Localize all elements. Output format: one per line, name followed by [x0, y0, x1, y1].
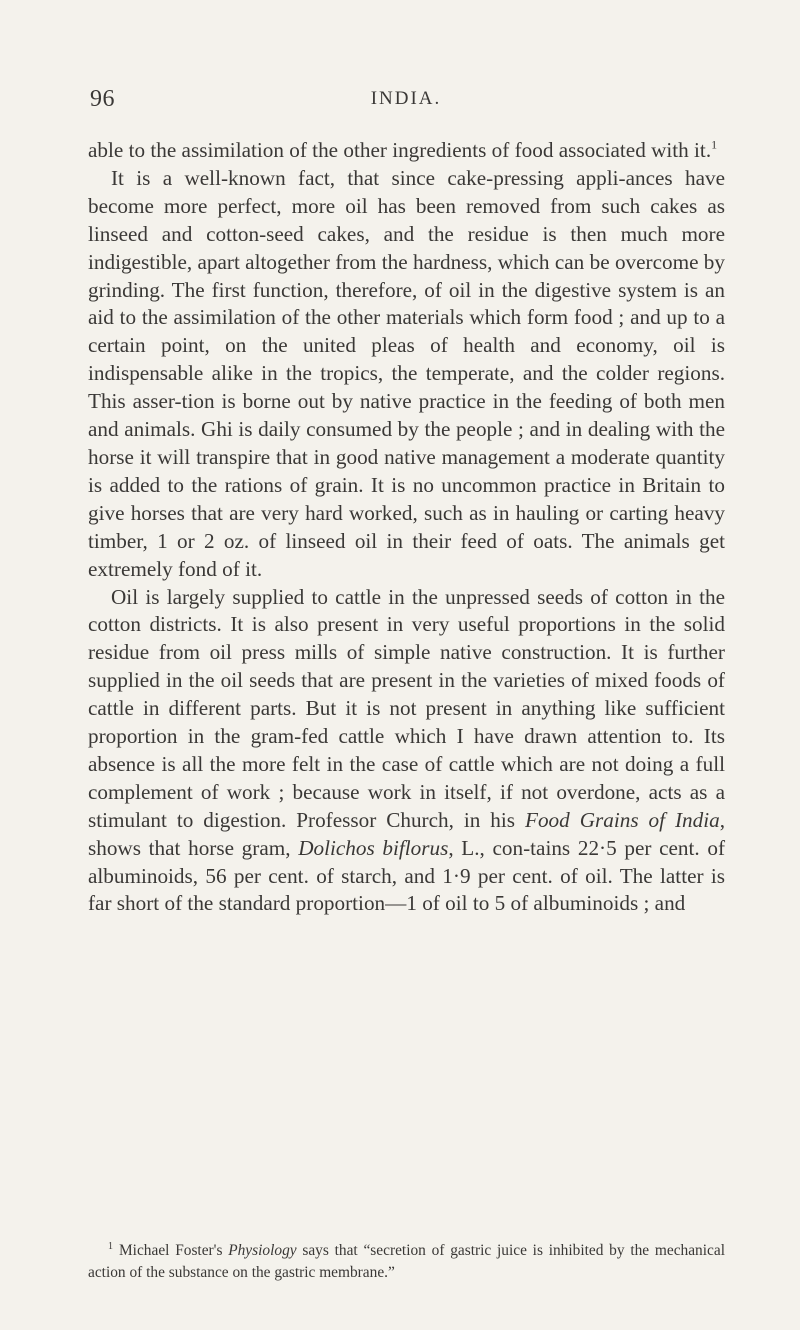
page-number: 96 — [90, 86, 115, 112]
footnote-book-title: Physiology — [228, 1242, 297, 1259]
body-text — [88, 137, 725, 918]
paragraph-text: Oil is largely supplied to cattle in the unpressed seeds of cotton in the cotton districts. It is also present in very useful proportions in the solid residue from oil press mills of simple native construction. It is further supplied in the oil seeds that are present in the varieties of mixed foods of cattle in different parts. But it is not present in anything like sufficient proportion in the gram-fed cattle which I have drawn attention to. Its absence is all the more felt in the case of cattle which are not doing a full complement of work ; because work in itself, if not overdone, acts as a stimulant to digestion. Professor Church, in his — [88, 584, 725, 832]
book-title: Food Grains of India — [525, 807, 720, 832]
paragraph-text: , L., con-tains 22·5 per cent. of albuminoids, 56 per cent. of starch, and 1·9 per cent. of oil. The latter is far short of the standard proportion—1 of oil to 5 of albuminoids ; and — [88, 835, 726, 916]
species-name: Dolichos biflorus — [298, 835, 449, 860]
footnote-marker: 1 — [108, 1241, 113, 1252]
footnote-body: says that “secretion of gastric juice is inhibited by the mechanical action of the substance on the gastric membrane.” — [88, 1242, 725, 1281]
footnote — [88, 1240, 725, 1283]
footnote-text — [88, 1240, 725, 1283]
paragraph: It is a well-known fact, that since cake-pressing appli-ances have become more perfect, more oil has been removed from such cakes as linseed and cotton-seed cakes, and the residue is then much more indigestible, apart altogether from the hardness, which can be overcome by grinding. The first function, therefore, of oil in the digestive system is an aid to the assimilation of the other materials which form food ; and up to a certain point, on the united pleas of health and economy, oil is indispensable alike in the tropics, the temperate, and the colder regions. This asser-tion is borne out by native practice in the feeding of both men and animals. Ghi is daily consumed by the people ; and in dealing with the horse it will transpire that in good native management a moderate quantity is added to the rations of grain. It is no uncommon practice in Britain to give horses that are very hard worked, such as in hauling or carting heavy timber, 1 or 2 oz. of linseed oil in their feed of oats. The animals get extremely fond of it. — [88, 165, 725, 581]
footnote-author: Michael Foster's — [119, 1242, 223, 1259]
footnote-reference: 1 — [711, 137, 718, 152]
paragraph-continued — [88, 137, 725, 165]
paragraph — [88, 584, 725, 919]
page-header — [90, 86, 722, 120]
paragraph-text: , shows that horse gram, — [88, 807, 726, 860]
paragraph-text: able to the assimilation of the other ingredients of food associated with it. — [88, 138, 712, 162]
running-head: INDIA. — [370, 88, 442, 109]
